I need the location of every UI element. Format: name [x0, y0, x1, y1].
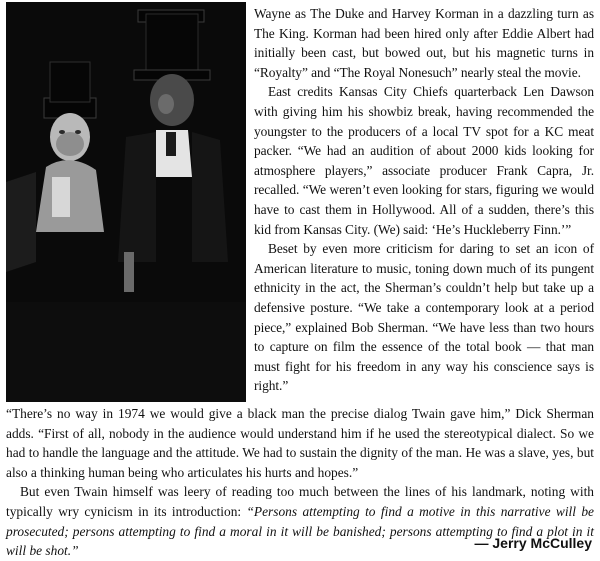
- film-still-photo: [6, 2, 246, 402]
- twain-quote: “Persons attempting to find a motive in this narrative will be prosecuted; persons attempting to find a moral in it will be banished; persons attempting to find a plot in it will be shot.”: [6, 503, 595, 559]
- photo-illustration: [6, 2, 246, 402]
- paragraph-dawson: East credits Kansas City Chiefs quarterback Len Dawson with giving him his showbiz break, having recommended the youngster to the producers of a local TV spot for a KC meat packer. “We had an audition of about 2000 kids looking for atmosphere players,” associate producer Frank Capra, Jr. recalled. “We weren’t even looking for stars, figuring we would have to cast them in Hollywood. All of a sudden, there’s this kid from Kansas City. (We) said: ‘He’s Huckleberry Finn.’”: [254, 84, 594, 237]
- twain-lead-text: But even Twain himself was leery of reading too much between the lines of his landmark, noting with typically wry cynicism in its introduction:: [6, 484, 594, 519]
- author-byline: — Jerry McCulley: [474, 535, 592, 551]
- article-column: [254, 4, 594, 396]
- paragraph-criticism: Beset by even more criticism for daring to set an icon of American literature to music, toning down much of its pungent ethnicity in the act, the Sherman’s couldn’t help but take up a defensive posture. “We take a contemporary look at a period piece,” explained Bob Sherman. “We have less than two hours to capture on film the essence of the total book — that man must fight for his freedom in any way his conscience says is right.”: [254, 241, 594, 394]
- paragraph-cast: Wayne as The Duke and Harvey Korman in a dazzling turn as The King. Korman had been hired only after Eddie Albert had initially been cast, but bowed out, but his magnetic turns in “Royalty” and “The Royal Nonesuch” nearly steal the movie.: [254, 6, 594, 80]
- paragraph-sherman-quote: “There’s no way in 1974 we would give a black man the precise dialog Twain gave him,” Dick Sherman adds. “First of all, nobody in the audience would understand him if he used the stereotypical dialect. So we had to handle the language and the attitude. We had to sustain the dignity of the man. He was a slave, yes, but also a thinking human being who articulates his hurts and hopes.”: [6, 406, 594, 480]
